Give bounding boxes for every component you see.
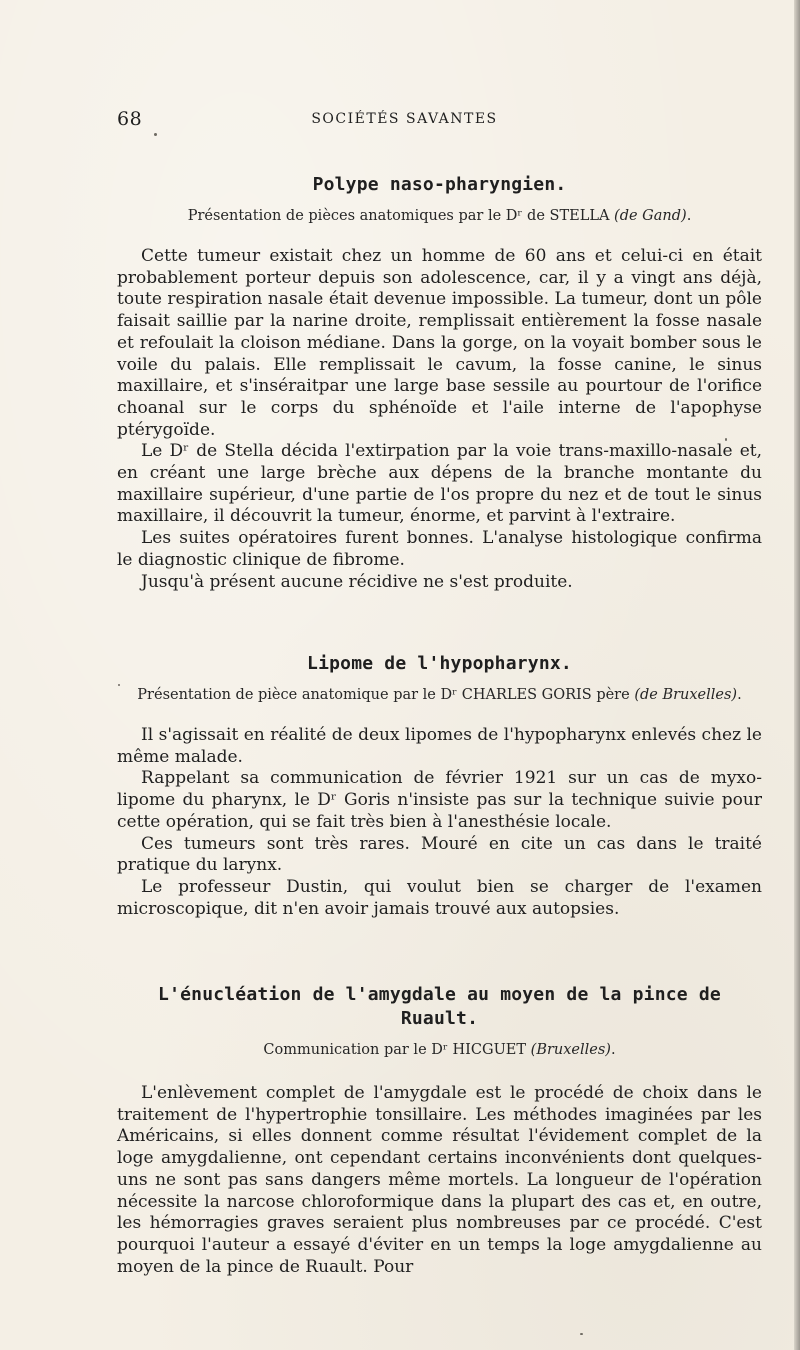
scan-speck bbox=[725, 438, 727, 441]
paragraph: Le Dʳ de Stella décida l'extirpation par la voie trans-maxillo-nasale et, en créant une large brèche aux dépens de la branche montante du maxillaire supérieur, d'une partie de l'os propre du nez et de tout le sinus maxillaire, il découvrit la tumeur, énorme, et parvint à l'extraire. bbox=[117, 441, 762, 527]
subtitle-text: Présentation de pièces anatomiques par le Dʳ de STELLA bbox=[187, 208, 610, 224]
paragraph: Cette tumeur existait chez un homme de 60 ans et celui-ci en était probablement porteur depuis son adolescence, car, il y a vingt ans déjà, toute respiration nasale était devenue impossible. La tumeur, dont un pôle faisait saillie par la narine droite, remplissait entièrement la fosse nasale et refoulait la cloison médiane. Dans la gorge, on la voyait bomber sous le voile du palais. Elle remplissait le cavum, la fosse canine, le sinus maxillaire, et s'inséraitpar une large base sessile au pourtour de l'orifice choanal sur le corps du sphénoïde et l'aile interne de l'apophyse ptérygoïde. bbox=[117, 246, 762, 440]
article-body bbox=[117, 725, 762, 920]
subtitle-city: (de Bruxelles) bbox=[634, 687, 738, 703]
article-subtitle bbox=[117, 205, 762, 227]
article-title: Lipome de l'hypopharynx. bbox=[307, 653, 572, 674]
article-enucleation bbox=[117, 983, 762, 1278]
subtitle-suffix: . bbox=[686, 208, 692, 224]
paragraph: L'enlèvement complet de l'amygdale est le procédé de choix dans le traitement de l'hypertrophie tonsillaire. Les méthodes imaginées par les Américains, si elles donnent comme résultat l'évidement complet de la loge amygdalienne, ont cependant certains inconvénients dont quelques-uns ne sont pas sans dangers même mortels. La longueur de l'opération nécessite la narcose chloroformique dans la plupart des cas et, en outre, les hémorragies graves seraient plus nombreuses par ce procédé. C'est pourquoi l'auteur a essayé d'éviter en un temps la loge amygdalienne au moyen de la pince de Ruault. Pour bbox=[117, 1083, 762, 1277]
article-body bbox=[117, 246, 762, 593]
paragraph: Jusqu'à présent aucune récidive ne s'est produite. bbox=[141, 571, 573, 592]
subtitle-suffix: . bbox=[610, 1042, 616, 1058]
page-number: 68 bbox=[117, 108, 143, 130]
scan-speck bbox=[580, 1333, 583, 1335]
subtitle-text: Communication par le Dʳ HICGUET bbox=[263, 1042, 527, 1058]
running-head: SOCIÉTÉS SAVANTES bbox=[311, 111, 498, 127]
paragraph: Rappelant sa communication de février 1921 sur un cas de myxo-lipome du pharynx, le Dʳ Goris n'insiste pas sur la technique suivie pour cette opération, qui se fait très bien à l'anesthésie locale. bbox=[117, 768, 762, 832]
article-subtitle bbox=[117, 684, 762, 706]
subtitle-city: (de Gand) bbox=[614, 208, 687, 224]
article-polype bbox=[117, 173, 762, 593]
subtitle-suffix: . bbox=[737, 687, 742, 703]
page-edge-shadow bbox=[794, 0, 800, 1350]
subtitle-text: Présentation de pièce anatomique par le Dʳ CHARLES GORIS père bbox=[137, 687, 630, 703]
page-header bbox=[117, 108, 692, 130]
article-title: L'énucléation de l'amygdale au moyen de la pince de Ruault. bbox=[158, 984, 721, 1029]
subtitle-city: (Bruxelles) bbox=[530, 1042, 611, 1058]
paragraph: Il s'agissait en réalité de deux lipomes de l'hypopharynx enlevés chez le même malade. bbox=[117, 725, 762, 767]
paragraph: Les suites opératoires furent bonnes. L'analyse histologique confirma le diagnostic clinique de fibrome. bbox=[117, 528, 762, 570]
paragraph: Ces tumeurs sont très rares. Mouré en cite un cas dans le traité pratique du larynx. bbox=[117, 833, 762, 876]
scan-speck bbox=[154, 133, 157, 136]
article-title: Polype naso-pharyngien. bbox=[312, 174, 567, 195]
article-body bbox=[117, 1083, 762, 1278]
scan-speck bbox=[118, 684, 120, 686]
paragraph: Le professeur Dustin, qui voulut bien se charger de l'examen microscopique, dit n'en avoir jamais trouvé aux autopsies. bbox=[117, 876, 762, 919]
article-subtitle bbox=[117, 1039, 762, 1061]
article-lipome bbox=[117, 652, 762, 920]
